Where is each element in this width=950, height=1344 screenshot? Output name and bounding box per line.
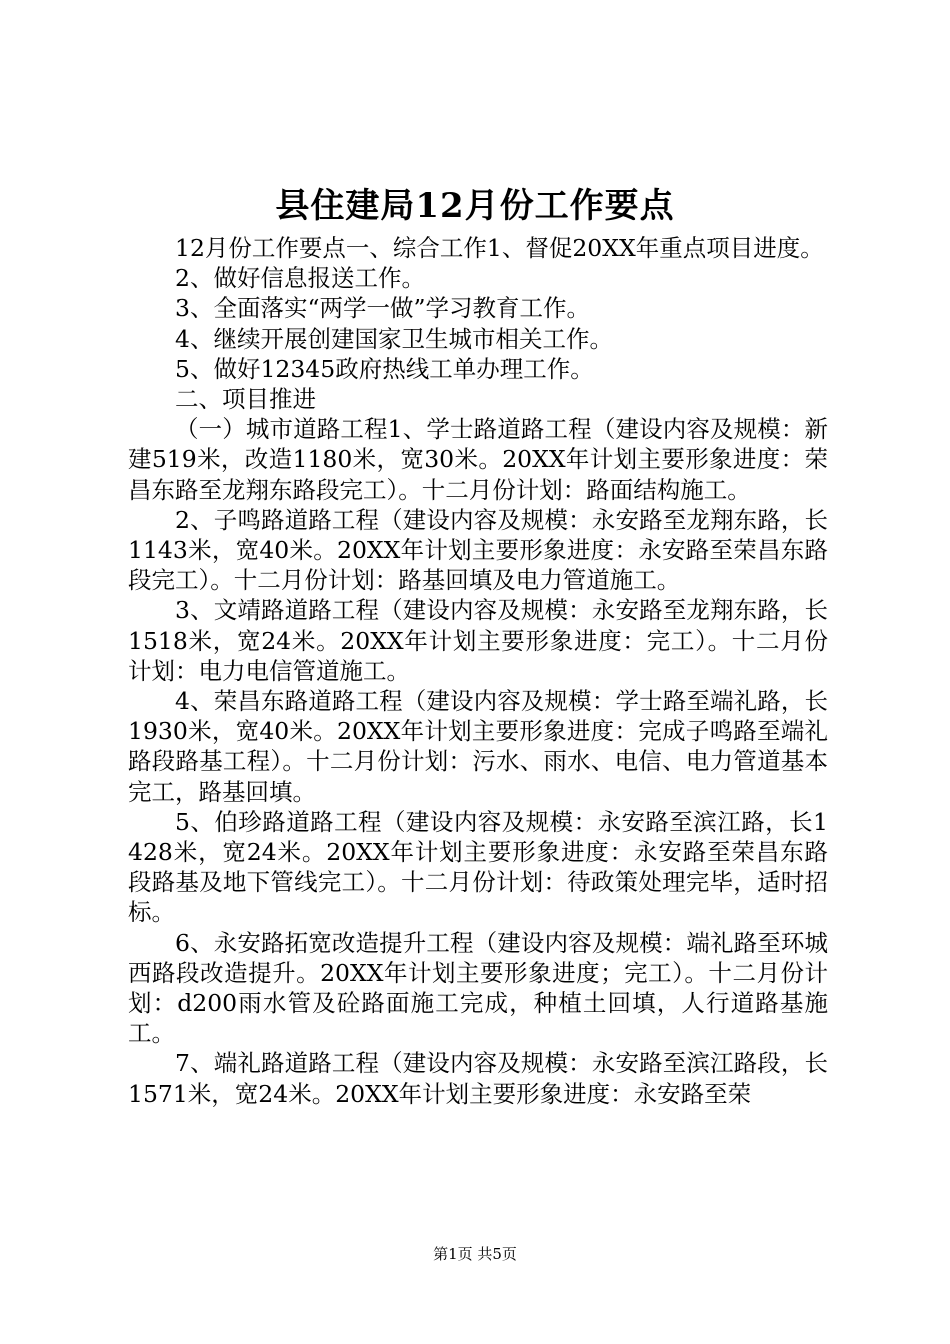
paragraph-item-2: 2、做好信息报送工作。 xyxy=(175,264,425,293)
paragraph-project-2: 2、子鸣路道路工程（建设内容及规模：永安路至龙翔东路，长1143米，宽40米。20XX年计划主要形象进度：永安路至荣昌东路段完工）。十二月份计划：路基回填及电力管道施工。 xyxy=(128,505,828,595)
paragraph-project-3: 3、文靖路道路工程（建设内容及规模：永安路至龙翔东路，长1518米，宽24米。20XX年计划主要形象进度：完工）。十二月份计划：电力电信管道施工。 xyxy=(128,596,828,685)
paragraph-intro: 12月份工作要点一、综合工作1、督促20XX年重点项目进度。 xyxy=(175,234,824,262)
page-footer: 第1页 共5页 xyxy=(433,1245,517,1263)
paragraph-item-3: 3、全面落实“两学一做”学习教育工作。 xyxy=(175,294,590,323)
paragraph-project-4: 4、荣昌东路道路工程（建设内容及规模：学士路至端礼路，长1930米，宽40米。20XX年计划主要形象进度：完成子鸣路至端礼路段路基工程）。十二月份计划：污水、雨水、电信、电力管道基本完工，路基回填。 xyxy=(128,687,828,806)
paragraph-project-1: （一）城市道路工程1、学士路道路工程（建设内容及规模：新建519米，改造1180米，宽30米。20XX年计划主要形象进度：荣昌东路至龙翔东路段完工）。十二月份计划：路面结构施工。 xyxy=(128,415,828,504)
section-heading-project: 二、项目推进 xyxy=(175,385,316,414)
document-title: 县住建局12月份工作要点 xyxy=(275,186,675,226)
document-body xyxy=(128,233,828,1109)
paragraph-project-5: 5、伯珍路道路工程（建设内容及规模：永安路至滨江路，长1428米，宽24米。20XX年计划主要形象进度：永安路至荣昌东路段路基及地下管线完工）。十二月份计划：待政策处理完毕，适时招标。 xyxy=(128,807,828,927)
paragraph-item-5: 5、做好12345政府热线工单办理工作。 xyxy=(175,354,594,383)
paragraph-project-7: 7、端礼路道路工程（建设内容及规模：永安路至滨江路段，长1571米，宽24米。20XX年计划主要形象进度：永安路至荣 xyxy=(128,1049,828,1108)
paragraph-item-4: 4、继续开展创建国家卫生城市相关工作。 xyxy=(175,324,613,353)
paragraph-project-6: 6、永安路拓宽改造提升工程（建设内容及规模：端礼路至环城西路段改造提升。20XX年计划主要形象进度；完工）。十二月份计划：d200雨水管及砼路面施工完成，种植土回填，人行道路基施工。 xyxy=(128,928,828,1048)
